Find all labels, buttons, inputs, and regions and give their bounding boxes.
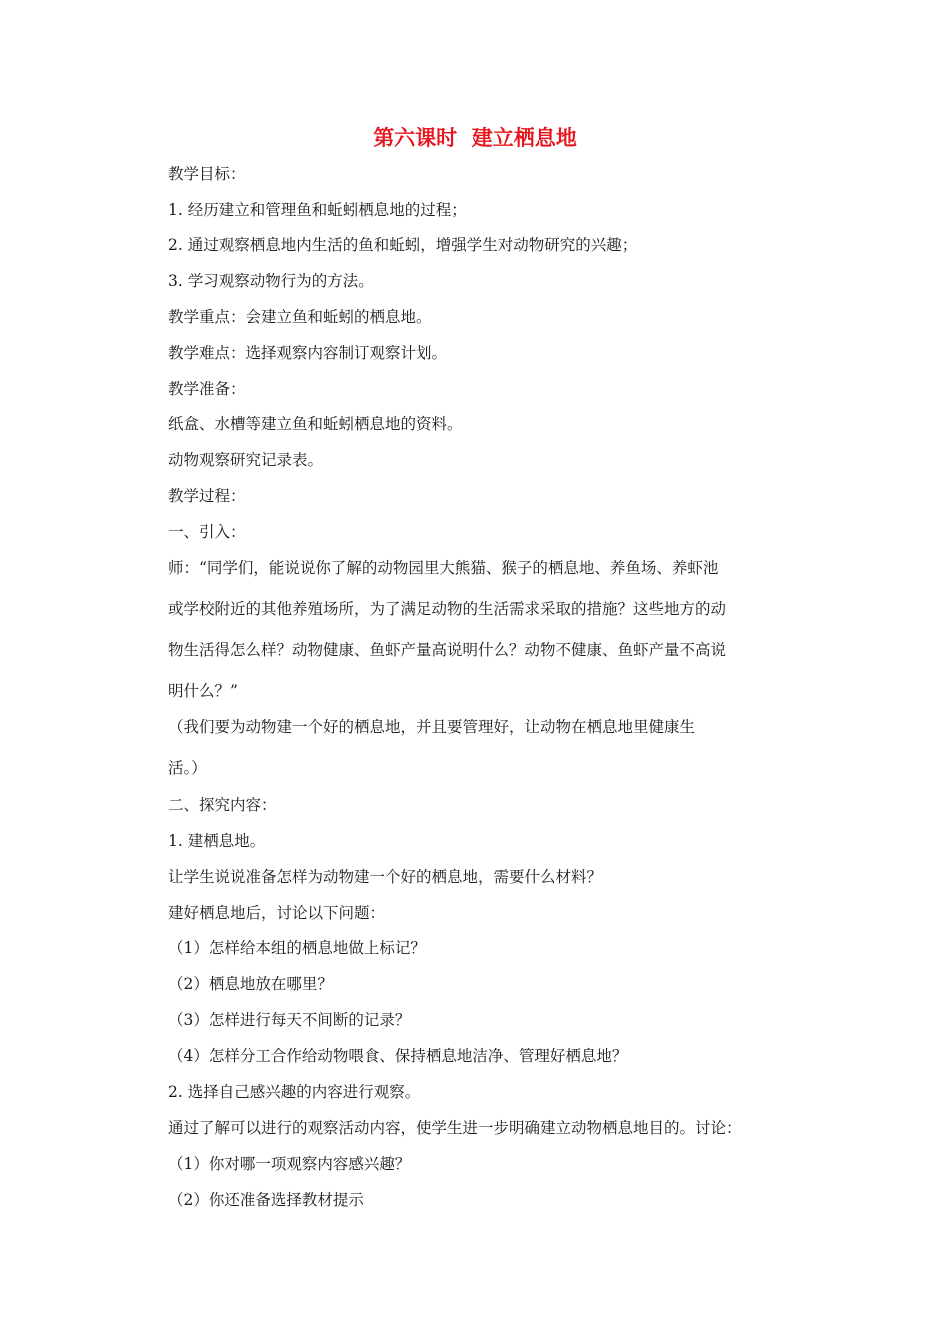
- text-line: 教学难点：选择观察内容制订观察计划。: [168, 344, 448, 362]
- text-line: 教学过程：: [168, 487, 246, 505]
- text-line: 教学重点：会建立鱼和蚯蚓的栖息地。: [168, 308, 432, 326]
- text-line: （4）怎样分工合作给动物喂食、保持栖息地洁净、管理好栖息地？: [168, 1047, 628, 1065]
- text-line: （1）怎样给本组的栖息地做上标记？: [168, 939, 426, 957]
- text-line: （2）栖息地放在哪里？: [168, 975, 333, 993]
- text-line: 3. 学习观察动物行为的方法。: [168, 272, 374, 290]
- text-line: 1. 经历建立和管理鱼和蚯蚓栖息地的过程；: [168, 201, 467, 219]
- text-line: 建好栖息地后，讨论以下问题：: [168, 904, 386, 922]
- text-line: 通过了解可以进行的观察活动内容，使学生进一步明确建立动物栖息地目的。讨论：: [168, 1119, 742, 1137]
- text-line: 教学目标：: [168, 165, 246, 183]
- text-line: （3）怎样进行每天不间断的记录？: [168, 1011, 411, 1029]
- document-title: 第六课时 建立栖息地: [373, 126, 577, 150]
- text-line: 二、探究内容：: [168, 796, 277, 814]
- text-line: 或学校附近的其他养殖场所，为了满足动物的生活需求采取的措施？这些地方的动: [168, 600, 727, 618]
- text-line: 动物观察研究记录表。: [168, 451, 324, 469]
- text-line: 2. 选择自己感兴趣的内容进行观察。: [168, 1083, 421, 1101]
- text-line: （2）你还准备选择教材提示: [168, 1191, 364, 1209]
- text-line: 师：“同学们，能说说你了解的动物园里大熊猫、猴子的栖息地、养鱼场、养虾池: [168, 559, 719, 577]
- text-line: 2. 通过观察栖息地内生活的鱼和蚯蚓，增强学生对动物研究的兴趣；: [168, 236, 638, 254]
- text-line: 物生活得怎么样？动物健康、鱼虾产量高说明什么？动物不健康、鱼虾产量不高说: [168, 641, 727, 659]
- text-line: （1）你对哪一项观察内容感兴趣？: [168, 1155, 411, 1173]
- text-line: 让学生说说准备怎样为动物建一个好的栖息地，需要什么材料？: [168, 868, 603, 886]
- text-line: 教学准备：: [168, 380, 246, 398]
- text-line: （我们要为动物建一个好的栖息地，并且要管理好，让动物在栖息地里健康生: [168, 718, 696, 736]
- text-line: 活。）: [168, 759, 207, 777]
- text-line: 纸盒、水槽等建立鱼和蚯蚓栖息地的资料。: [168, 415, 463, 433]
- text-line: 一、引入：: [168, 523, 246, 541]
- text-line: 明什么？”: [168, 682, 238, 700]
- text-line: 1. 建栖息地。: [168, 832, 266, 850]
